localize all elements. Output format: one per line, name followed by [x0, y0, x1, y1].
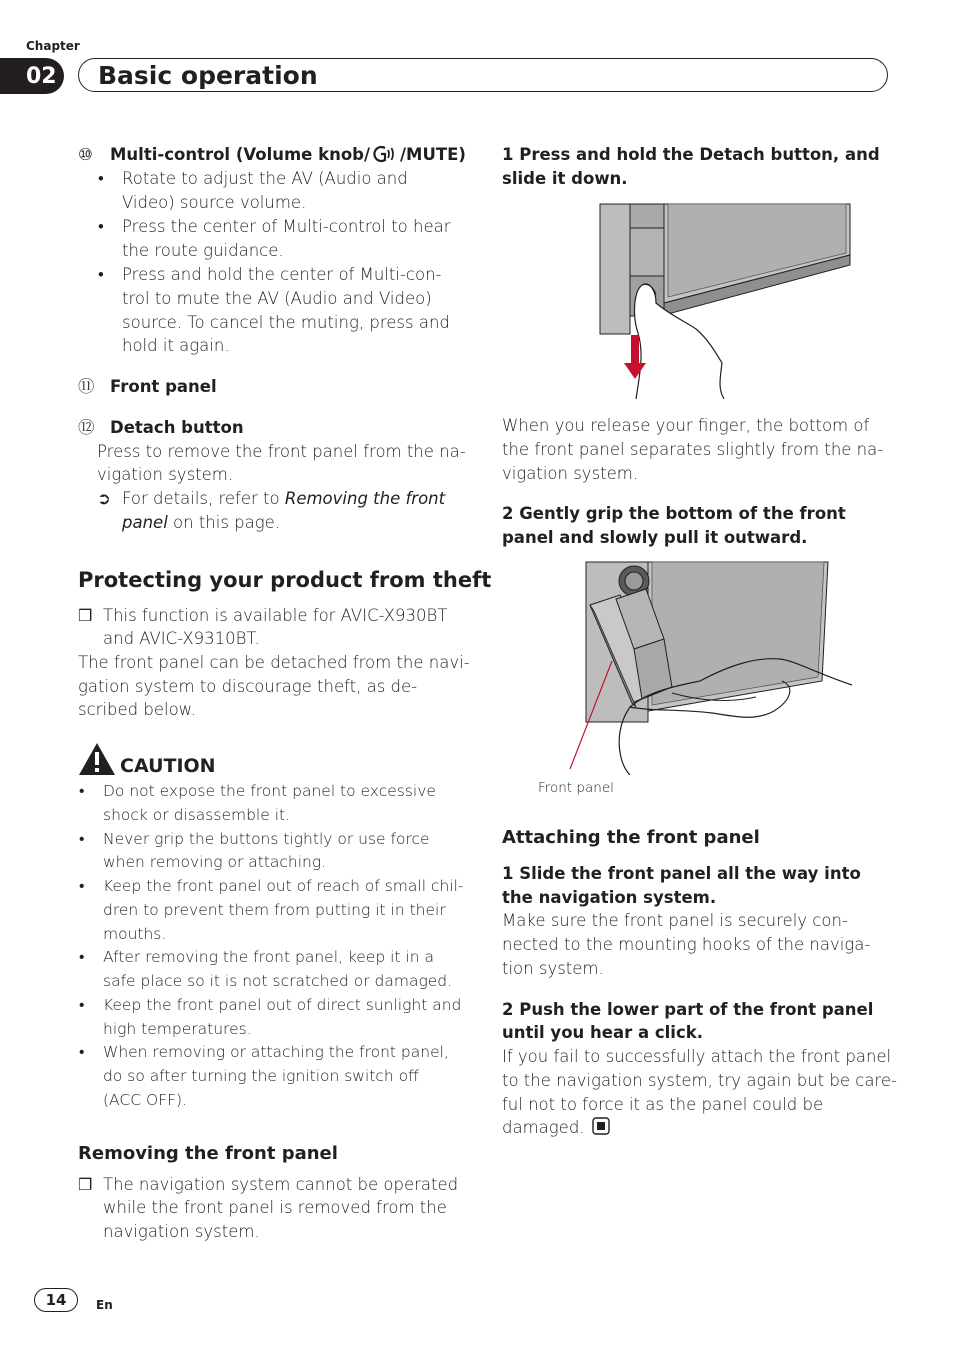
removing-note-l3: navigation system. [103, 1222, 260, 1241]
item-12-ref-l2 [122, 511, 280, 535]
removing-note-l1: The navigation system cannot be operated [103, 1175, 459, 1194]
caution-3-l1: • Keep the front panel out of reach of small chil- [103, 875, 463, 899]
voice-guidance-icon [370, 144, 400, 164]
item-10-number: ⑩ [78, 145, 93, 164]
theft-body-l2: gation system to discourage theft, as de- [78, 677, 418, 696]
caution-2-l2: when removing or attaching. [103, 853, 327, 871]
caution-5-l2: high temperatures. [103, 1020, 252, 1038]
attach-step1-body-l1: Make sure the front panel is securely con- [502, 911, 848, 930]
item-12-ref-l1 [122, 487, 445, 511]
attach-step1-title-l1: 1 Slide the front panel all the way into [502, 864, 861, 883]
item-10-bullet-1-l1: • Rotate to adjust the AV (Audio and [122, 167, 408, 191]
attach-step2-title-l1: 2 Push the lower part of the front panel [502, 1000, 874, 1019]
figure-pull-outward [560, 561, 860, 775]
theft-heading: Protecting your product from theft [78, 568, 492, 592]
caution-6-l1: • When removing or attaching the front panel, [103, 1041, 449, 1065]
item-12-body-l2: vigation system. [97, 465, 234, 484]
item-10-bullet-1-l2: Video) source volume. [122, 193, 307, 212]
end-mark-icon [592, 1117, 610, 1135]
caution-2-l1: • Never grip the buttons tightly or use force [103, 828, 430, 852]
attach-step2-body-l4 [502, 1116, 610, 1140]
theft-note-l2: and AVIC-X9310BT. [103, 629, 260, 648]
caution-3-l3: mouths. [103, 925, 167, 943]
item-12-ref-b: on this page. [167, 513, 281, 532]
attach-step2-body-l1: If you fail to successfully attach the front panel [502, 1047, 892, 1066]
theft-body-l1: The front panel can be detached from the navi- [78, 653, 470, 672]
chapter-title: Basic operation [98, 61, 318, 90]
step1-body-l2: the front panel separates slightly from the na- [502, 440, 884, 459]
box-bullet-icon: ❒ [78, 606, 93, 625]
caution-1-l2: shock or disassemble it. [103, 806, 291, 824]
language-code: En [96, 1298, 113, 1312]
attach-step2-body-l2: to the navigation system, try again but be care- [502, 1071, 897, 1090]
attach-step1-title-l2: the navigation system. [502, 888, 717, 907]
step1-title-l2: slide it down. [502, 169, 628, 188]
figure2-caption: Front panel [538, 780, 614, 796]
item-10-bullet-2-l2: the route guidance. [122, 241, 284, 260]
step1-title-l1: 1 Press and hold the Detach button, and [502, 145, 880, 164]
step1-body-l1: When you release your finger, the bottom of [502, 416, 870, 435]
chapter-label: Chapter [26, 39, 80, 53]
caution-4-l1: • After removing the front panel, keep it in a [103, 946, 434, 970]
attach-heading: Attaching the front panel [502, 827, 760, 848]
item-12-ref-link-b: panel [122, 513, 168, 532]
attach-step1-body-l2: nected to the mounting hooks of the naviga- [502, 935, 871, 954]
box-bullet-icon-2: ❒ [78, 1175, 93, 1194]
item-12-ref-a: For details, refer to [122, 489, 285, 508]
caution-1-l1: • Do not expose the front panel to excessive [103, 780, 436, 804]
item-12-ref-link: Removing the front [284, 489, 446, 508]
item-10-bullet-2-l1: • Press the center of Multi-control to hear [122, 215, 451, 239]
item-10-bullet-3-l1: • Press and hold the center of Multi-con- [122, 263, 441, 287]
item-12-body-l1: Press to remove the front panel from the na- [97, 442, 466, 461]
step1-body-l3: vigation system. [502, 464, 639, 483]
caution-5-l1: • Keep the front panel out of direct sunlight and [103, 994, 461, 1018]
caution-label: CAUTION [120, 755, 216, 777]
page-number: 14 [34, 1288, 78, 1312]
item-12-title: Detach button [110, 418, 244, 437]
attach-step1-body-l3: tion system. [502, 959, 604, 978]
caution-6-l3: (ACC OFF). [103, 1091, 187, 1109]
item-10-bullet-3-l3: source. To cancel the muting, press and [122, 313, 450, 332]
item-10-bullet-3-l4: hold it again. [122, 336, 230, 355]
step2-title-l2: panel and slowly pull it outward. [502, 528, 808, 547]
theft-body-l3: scribed below. [78, 700, 196, 719]
removing-note-l2: while the front panel is removed from the [103, 1198, 447, 1217]
figure-detach-slide [598, 203, 854, 403]
item-10-title-b: /MUTE) [400, 145, 466, 164]
removing-heading: Removing the front panel [78, 1143, 338, 1164]
chapter-number-badge: 02 [0, 58, 64, 94]
item-10-bullet-3-l2: trol to mute the AV (Audio and Video) [122, 289, 432, 308]
item-12-number: ⑫ [78, 418, 95, 437]
caution-3-l2: dren to prevent them from putting it in their [103, 901, 446, 919]
item-11-number: ⑪ [78, 377, 95, 396]
warning-triangle-icon [78, 742, 116, 776]
item-10-title-a: Multi-control (Volume knob/ [110, 145, 371, 164]
attach-step2-body-l4-text: damaged. [502, 1118, 585, 1137]
item-11-title: Front panel [110, 377, 217, 396]
attach-step2-body-l3: ful not to force it as the panel could be [502, 1095, 824, 1114]
caution-4-l2: safe place so it is not scratched or damaged. [103, 972, 453, 990]
theft-note-l1: This function is available for AVIC-X930BT [103, 606, 448, 625]
step2-title-l1: 2 Gently grip the bottom of the front [502, 504, 846, 523]
caution-6-l2: do so after turning the ignition switch off [103, 1067, 419, 1085]
arrow-right-icon: ➲ [97, 489, 111, 508]
item-10-title [110, 143, 466, 167]
attach-step2-title-l2: until you hear a click. [502, 1023, 703, 1042]
